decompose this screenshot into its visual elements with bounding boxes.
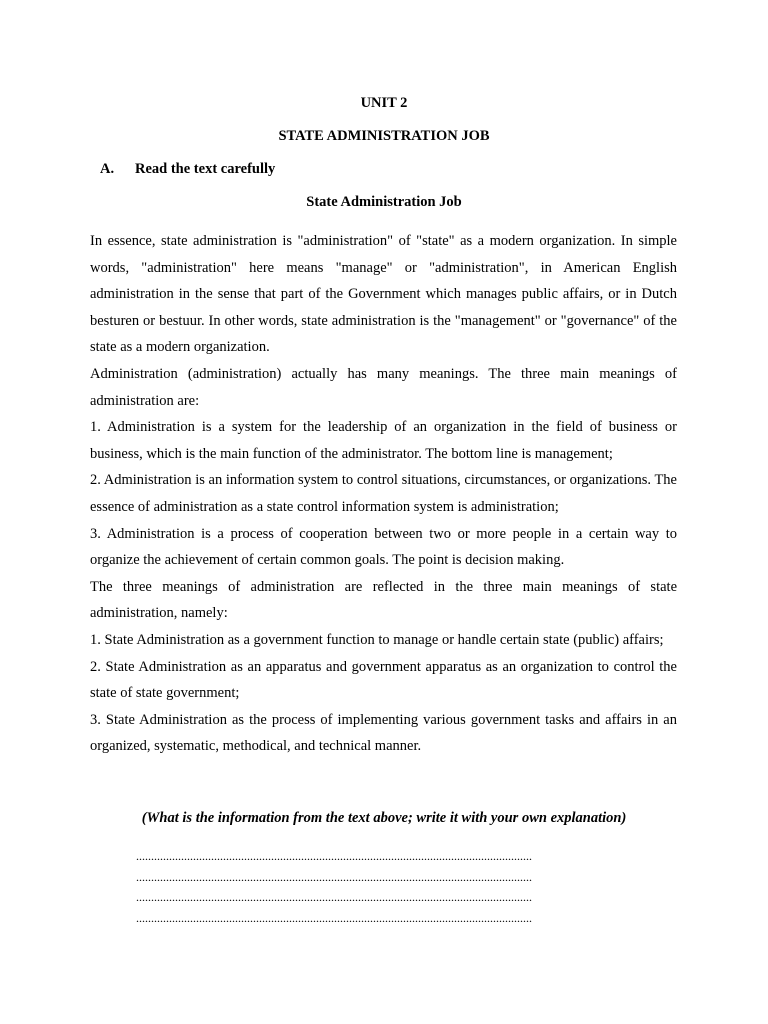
list-item: 3. State Administration as the process of implementing various government tasks and affairs in an organized, systematic, methodical, and technical manner. [90, 711, 677, 755]
answer-line: .................................................................................................................................... [136, 890, 532, 904]
list-item: 3. Administration is a process of cooperation between two or more people in a certain way to organize the achievement of certain common goals. The point is decision making. [90, 525, 677, 569]
paragraph: Administration (administration) actually has many meanings. The three main meanings of administration are: [90, 365, 677, 409]
answer-area [136, 846, 636, 928]
list-item: 1. State Administration as a government function to manage or handle certain state (public) affairs; [90, 631, 664, 648]
question-prompt: (What is the information from the text above; write it with your own explanation) [141, 810, 627, 826]
list-item: 2. Administration is an information system to control situations, circumstances, or organizations. The essence of administration as a state control information system is administration; [90, 472, 677, 515]
unit-title: STATE ADMINISTRATION JOB [278, 128, 490, 144]
unit-label: UNIT 2 [360, 95, 408, 111]
text-title: State Administration Job [306, 194, 462, 210]
list-item: 2. State Administration as an apparatus and government apparatus as an organization to control the state of state government; [90, 658, 677, 702]
list-item: 1. Administration is a system for the leadership of an organization in the field of business or business, which is the main function of the administrator. The bottom line is management; [90, 419, 677, 462]
reading-text [90, 228, 677, 760]
section-letter: A. [100, 161, 115, 177]
section-instruction: Read the text carefully [135, 161, 276, 177]
paragraph: In essence, state administration is "administration" of "state" as a modern organization. In simple words, "administration" here means "manage" or "administration", in American English administration in the sense that part of the Government which manages public affairs, or in Dutch besturen or bestuur. In other words, state administration is the "management" or "governance" of the state as a modern organization. [90, 233, 677, 356]
section-heading [100, 160, 275, 178]
answer-line: .................................................................................................................................... [136, 849, 532, 863]
answer-line: .................................................................................................................................... [136, 910, 532, 925]
paragraph: The three meanings of administration are reflected in the three main meanings of state administration, namely: [90, 578, 677, 622]
answer-line: .................................................................................................................................... [136, 869, 532, 884]
